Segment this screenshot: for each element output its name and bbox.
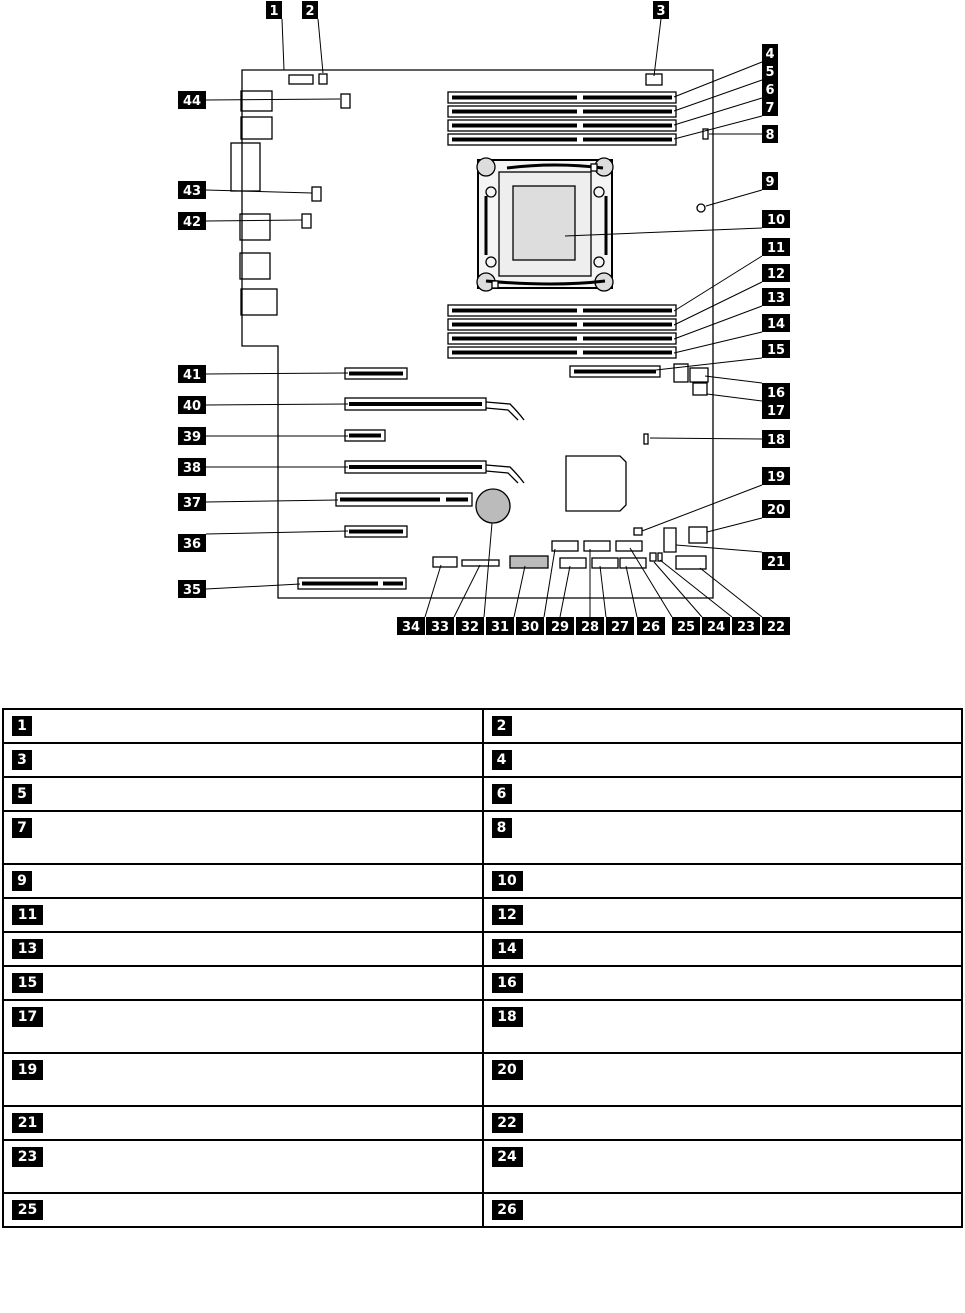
legend-row xyxy=(3,1193,962,1227)
legend-callout-number: 18 xyxy=(492,1007,523,1027)
callout-number-18: 18 xyxy=(766,433,786,448)
legend-callout-number: 21 xyxy=(12,1113,43,1133)
callout-number-4: 4 xyxy=(765,47,775,62)
legend-cell xyxy=(483,1193,963,1227)
legend-callout-number: 16 xyxy=(492,973,523,993)
callout-number-42: 42 xyxy=(182,215,202,230)
callout-number-9: 9 xyxy=(765,175,775,190)
legend-cell xyxy=(3,811,483,864)
callout-number-26: 26 xyxy=(641,620,661,635)
legend-callout-number: 3 xyxy=(12,750,32,770)
callout-number-43: 43 xyxy=(182,184,202,199)
legend-row xyxy=(3,1106,962,1140)
callout-number-39: 39 xyxy=(182,430,202,445)
callout-number-5: 5 xyxy=(765,65,775,80)
legend-callout-number: 12 xyxy=(492,905,523,925)
legend-callout-number: 22 xyxy=(492,1113,523,1133)
callout-number-25: 25 xyxy=(676,620,696,635)
legend-callout-number: 15 xyxy=(12,973,43,993)
legend-callout-number: 17 xyxy=(12,1007,43,1027)
callout-number-6: 6 xyxy=(765,83,775,98)
legend-callout-number: 25 xyxy=(12,1200,43,1220)
callout-number-22: 22 xyxy=(766,620,786,635)
callout-number-19: 19 xyxy=(766,470,786,485)
callout-number-8: 8 xyxy=(765,128,775,143)
legend-callout-number: 10 xyxy=(492,871,523,891)
legend-cell xyxy=(483,932,963,966)
legend-cell xyxy=(483,1053,963,1106)
callout-number-28: 28 xyxy=(580,620,600,635)
legend-row xyxy=(3,709,962,743)
callout-number-33: 33 xyxy=(430,620,450,635)
board-outline xyxy=(242,70,713,598)
callout-legend xyxy=(2,708,963,1228)
legend-callout-number: 2 xyxy=(492,716,512,736)
callout-number-31: 31 xyxy=(490,620,510,635)
legend-cell xyxy=(3,1053,483,1106)
legend-callout-number: 19 xyxy=(12,1060,43,1080)
legend-cell xyxy=(483,743,963,777)
legend-cell xyxy=(3,864,483,898)
callout-number-35: 35 xyxy=(182,583,202,598)
legend-row xyxy=(3,811,962,864)
legend-callout-number: 7 xyxy=(12,818,32,838)
callout-number-34: 34 xyxy=(401,620,421,635)
legend-row xyxy=(3,1140,962,1193)
callout-leader-9 xyxy=(706,190,762,206)
legend-cell xyxy=(483,864,963,898)
legend-callout-number: 11 xyxy=(12,905,43,925)
callout-number-2: 2 xyxy=(305,4,315,19)
callout-leader-1 xyxy=(282,19,284,70)
callout-number-7: 7 xyxy=(765,101,775,116)
callout-number-21: 21 xyxy=(766,555,786,570)
callout-number-29: 29 xyxy=(550,620,570,635)
callout-number-38: 38 xyxy=(182,461,202,476)
legend-cell xyxy=(3,1193,483,1227)
legend-cell xyxy=(483,966,963,1000)
legend-row xyxy=(3,966,962,1000)
callout-leader-2 xyxy=(318,19,323,73)
legend-cell xyxy=(3,898,483,932)
callout-number-1: 1 xyxy=(269,4,279,19)
callout-leader-20 xyxy=(707,518,762,532)
callout-number-41: 41 xyxy=(182,368,202,383)
legend-cell xyxy=(3,1000,483,1053)
legend-callout-number: 20 xyxy=(492,1060,523,1080)
callout-number-32: 32 xyxy=(460,620,480,635)
legend-row xyxy=(3,864,962,898)
callout-number-13: 13 xyxy=(766,291,786,306)
legend-cell xyxy=(3,1106,483,1140)
callout-number-3: 3 xyxy=(656,4,666,19)
legend-callout-number: 6 xyxy=(492,784,512,804)
legend-cell xyxy=(483,1140,963,1193)
callout-number-36: 36 xyxy=(182,537,202,552)
coin-battery xyxy=(476,489,510,523)
legend-callout-number: 23 xyxy=(12,1147,43,1167)
legend-cell xyxy=(483,811,963,864)
callout-leader-3 xyxy=(654,19,661,76)
callout-number-17: 17 xyxy=(766,404,786,419)
callout-leader-17 xyxy=(707,394,762,401)
legend-row xyxy=(3,1000,962,1053)
legend-callout-number: 14 xyxy=(492,939,523,959)
callout-number-40: 40 xyxy=(182,399,202,414)
legend-row xyxy=(3,932,962,966)
callout-number-20: 20 xyxy=(766,503,786,518)
callout-number-14: 14 xyxy=(766,317,786,332)
legend-row xyxy=(3,898,962,932)
legend-cell xyxy=(483,1106,963,1140)
legend-callout-number: 13 xyxy=(12,939,43,959)
callout-number-16: 16 xyxy=(766,386,786,401)
legend-cell xyxy=(3,777,483,811)
legend-callout-number: 4 xyxy=(492,750,512,770)
legend-cell xyxy=(3,966,483,1000)
legend-callout-number: 24 xyxy=(492,1147,523,1167)
legend-row xyxy=(3,777,962,811)
legend-cell xyxy=(3,1140,483,1193)
legend-callout-number: 5 xyxy=(12,784,32,804)
legend-cell xyxy=(3,743,483,777)
legend-cell xyxy=(3,709,483,743)
legend-callout-number: 9 xyxy=(12,871,32,891)
legend-callout-number: 8 xyxy=(492,818,512,838)
callout-number-27: 27 xyxy=(610,620,630,635)
legend-callout-number: 26 xyxy=(492,1200,523,1220)
legend-callout-number: 1 xyxy=(12,716,32,736)
legend-cell xyxy=(3,932,483,966)
legend-cell xyxy=(483,709,963,743)
callout-number-23: 23 xyxy=(736,620,756,635)
callout-number-44: 44 xyxy=(182,94,202,109)
legend-cell xyxy=(483,898,963,932)
callout-number-37: 37 xyxy=(182,496,202,511)
callout-number-15: 15 xyxy=(766,343,786,358)
legend-row xyxy=(3,1053,962,1106)
legend-cell xyxy=(483,1000,963,1053)
callout-number-10: 10 xyxy=(766,213,786,228)
callout-number-30: 30 xyxy=(520,620,540,635)
callout-number-11: 11 xyxy=(766,241,786,256)
callout-number-24: 24 xyxy=(706,620,726,635)
cpu-socket xyxy=(477,158,613,291)
legend-cell xyxy=(483,777,963,811)
legend-row xyxy=(3,743,962,777)
callout-number-12: 12 xyxy=(766,267,786,282)
